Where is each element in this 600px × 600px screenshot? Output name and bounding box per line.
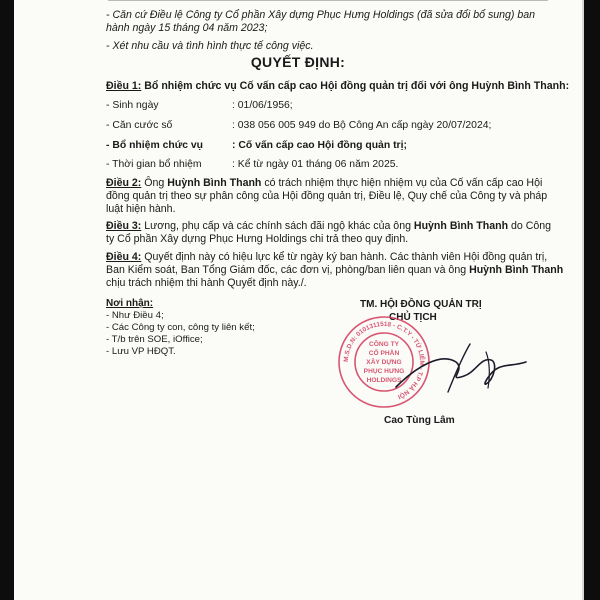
seal-line-1: CÔNG TY — [368, 341, 400, 348]
recipients-heading: Nơi nhận: — [106, 298, 154, 309]
recipient-item: - Như Điều 4; — [106, 310, 164, 321]
position-key: - Bổ nhiệm chức vụ — [106, 140, 204, 151]
seal-ring-text: M.S.D.N: 0101311518 - C.T.Y - TỪ LIÊM - T.P HÀ NỘI — [342, 320, 426, 401]
seal-line-3: XÂY DỰNG — [366, 359, 402, 366]
term-key: - Thời gian bổ nhiệm — [106, 159, 202, 170]
decision-title: QUYẾT ĐỊNH: — [250, 54, 346, 70]
article-4-line-1 — [106, 251, 547, 264]
article-1-label: Điều 1: — [106, 80, 142, 92]
id-number-key: - Căn cước số — [106, 120, 173, 131]
recipient-item: - Lưu VP HĐQT. — [106, 346, 176, 357]
id-number-value: : 038 056 005 949 do Bộ Công An cấp ngày 20/07/2024; — [232, 120, 492, 131]
article-4-line-2 — [106, 264, 563, 277]
article-2-label: Điều 2: — [106, 177, 142, 189]
article-2-text-b: có trách nhiệm thực hiện nhiệm vụ của Cố vấn cấp cao Hội — [261, 177, 543, 189]
article-3-line-2: ty Cổ phần Xây dựng Phục Hưng Holdings chi trả theo quy định. — [106, 233, 409, 245]
seal-line-4: PHỤC HƯNG — [363, 368, 405, 375]
article-3-text-a: Lương, phụ cấp và các chính sách đãi ngộ khác của ông — [141, 220, 414, 232]
seal-line-5: HOLDINGS — [366, 377, 402, 384]
article-1-heading — [106, 80, 569, 93]
article-4-text-b: Ban Kiểm soát, Ban Tổng Giám đốc, các đơn vị, phòng/ban liên quan và ông — [106, 264, 470, 276]
preamble-line-3: - Xét nhu cầu và tình hình thực tế công việc. — [106, 40, 314, 52]
article-2-line-1 — [106, 177, 542, 190]
article-2-text-a: Ông — [141, 177, 168, 189]
signature-org: TM. HỘI ĐỒNG QUẢN TRỊ — [360, 299, 482, 310]
article-4-text-a: Quyết định này có hiệu lực kể từ ngày ký ban hành. Các thành viên Hội đồng quản trị, — [141, 251, 548, 263]
preamble-line-2: hành ngày 15 tháng 04 năm 2023; — [106, 22, 268, 34]
document-page — [14, 0, 582, 600]
article-2-line-3: luật hiện hành. — [106, 203, 176, 215]
article-3-label: Điều 3: — [106, 220, 142, 232]
cut-off-top-line — [108, 0, 548, 1]
article-3-line-1 — [106, 220, 551, 233]
signer-name: Cao Tùng Lâm — [384, 415, 455, 426]
term-value: : Kể từ ngày 01 tháng 06 năm 2025. — [232, 159, 399, 170]
handwritten-signature — [386, 332, 536, 407]
birthdate-key: - Sinh ngày — [106, 100, 159, 111]
seal-line-2: CỔ PHẦN — [368, 350, 400, 357]
article-2-name: Huỳnh Bình Thanh — [167, 177, 262, 189]
signature-role: CHỦ TỊCH — [389, 312, 437, 323]
article-1-text: Bổ nhiệm chức vụ Cố vấn cấp cao Hội đồng quản trị đối với ông Huỳnh Bình Thanh: — [141, 80, 570, 92]
article-2-line-2: đồng quản trị theo sự phân công của Hội đồng quản trị, Điều lệ, Quy chế của Công ty và pháp — [106, 190, 548, 202]
position-value: : Cố vấn cấp cao Hội đồng quản trị; — [232, 140, 407, 151]
article-3-name: Huỳnh Bình Thanh — [413, 220, 509, 232]
article-4-label: Điều 4: — [106, 251, 142, 263]
article-4-line-3: chịu trách nhiệm thi hành Quyết định này./. — [106, 277, 307, 289]
birthdate-value: : 01/06/1956; — [232, 100, 293, 111]
article-4-name: Huỳnh Bình Thanh — [469, 264, 564, 276]
preamble-line-1: - Căn cứ Điều lệ Công ty Cổ phần Xây dựng Phục Hưng Holdings (đã sửa đổi bổ sung) ban — [106, 9, 536, 21]
article-3-text-b: do Công — [508, 220, 552, 232]
recipient-item: - Các Công ty con, công ty liên kết; — [106, 322, 255, 333]
recipient-item: - T/b trên SOE, iOffice; — [106, 334, 203, 345]
